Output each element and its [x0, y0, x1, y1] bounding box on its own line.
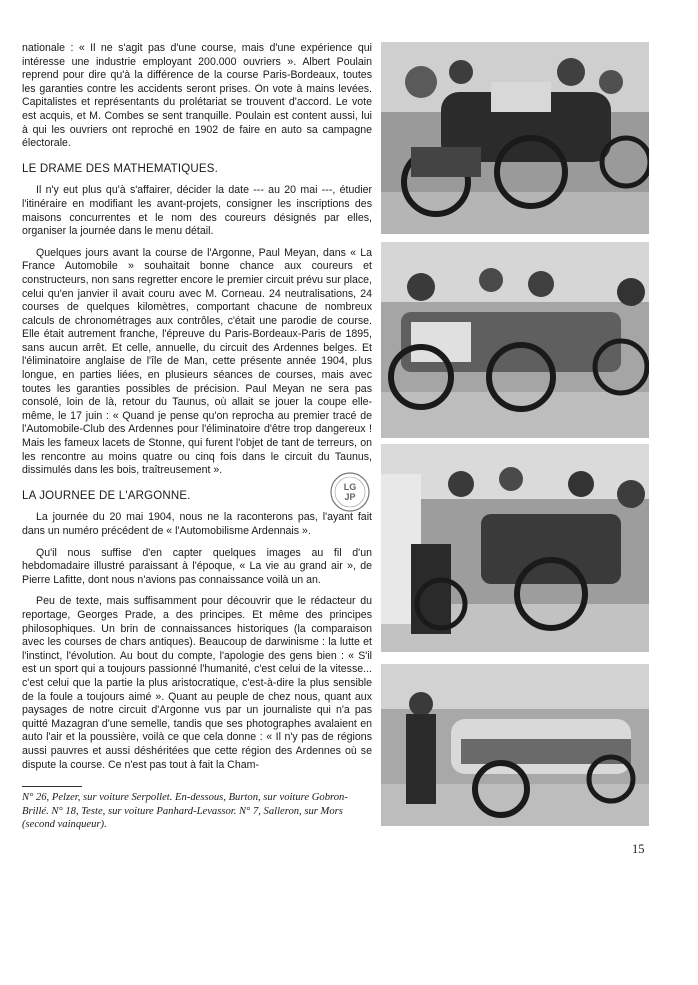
article-text-column [22, 42, 372, 780]
section-heading-drame: LE DRAME DES MATHEMATIQUES. [22, 162, 219, 175]
svg-text:JP: JP [344, 492, 356, 502]
photo-mors [381, 664, 649, 826]
photo-serpollet [381, 42, 649, 234]
photo-panhard-levassor [381, 444, 649, 652]
svg-text:LG: LG [343, 482, 357, 492]
lgjp-stamp-logo [328, 470, 372, 514]
paragraph-prade: Peu de texte, mais suffisamment pour découvrir que le rédacteur du reportage, Georges Prade, a des principes. Et même des principes philosophiques. Un brin de connaissances historiques (la comparaison avec les courses de chars antiques). Beaucoup de darwinisme : la lutte et l'instinct, l'évolution. Au bout du compte, l'apologie des gens bien : « S'il est un sport qui a toujours passionné l'humanité, c'est celui de la vitesse... c'est celui que la partie la plus aristocratique, c'est-à-dire la plus sensible de la foule a toujours aimé ». Quant au peuple de chez nous, quant aux paysages de notre circuit d'Argonne vus par un journaliste qui n'a pas quitté Mazagran d'une semelle, tandis que ses photographes avalaient en auto l'air et la poussière, voilà ce que cela donne : « Il n'y pas de régions aussi pauvres et aussi déshéritées que cette région des Ardennes où se dispute la course. Ce n'est pas tout à fait la Cham- [22, 595, 372, 771]
photo-gobron-brille [381, 242, 649, 438]
photo-caption: N° 26, Pelzer, sur voiture Serpollet. En-dessous, Burton, sur voiture Gobron-Brillé. N° 18, Teste, sur voiture Panhard-Levassor. N° 7, Salleron, sur Mors (second vainqueur). [22, 792, 348, 830]
caption-divider [22, 786, 82, 787]
paragraph-date: Il n'y eut plus qu'à s'affairer, décider la date --- au 20 mai ---, étudier l'itinéraire en modifiant les avant-projets, consigner les inscriptions des maisons concurrentes et le nom des coureurs désignés par elles, organiser la journée dans le menu détail. [22, 184, 372, 238]
paragraph-images: Qu'il nous suffise d'en capter quelques images au fil d'un hebdomadaire illustré paraissant à l'époque, « La vie au grand air », de Pierre Lafitte, dont nous n'avions pas connaissance voilà un an. [22, 546, 372, 586]
page-number: 15 [632, 842, 645, 856]
paragraph-intro: nationale : « Il ne s'agit pas d'une course, mais d'une expérience qui intéresse une industrie employant 200.000 ouvriers ». Albert Poulain reprend pour dire qu'à la différence de la course Paris-Bordeaux, toutes les garanties contre les accidents seront prises. On vote à mains levées. Capitalistes et représentants du prolétariat se trouvent d'accord. Le vote est acquis, et M. Combes se sent tranquille. Poulain est content aussi, lui à qui les ouvriers ont reproché en 1902 de faire en auto sa campagne électorale. [22, 42, 372, 150]
section-heading-journee: LA JOURNEE DE L'ARGONNE. [22, 489, 191, 502]
paragraph-meyan: Quelques jours avant la course de l'Argonne, Paul Meyan, dans « La France Automobile » souhaitait bonne chance aux coureurs et constructeurs, non sans regretter encore le premier circuit prévu sur place, celui qu'en janvier il avait couru avec M. Corneau. 24 neutralisations, 24 courses de quelques kilomètres, comportant chacune de nombreux calculs de chronométrages aux contrôles, c'était une parodie de course. Elle était autrement franche, l'épreuve du Paris-Bordeaux-Paris de 1895, sans aucun arrêt. Et celle, annuelle, du circuit des Ardennes belges. Et l'éliminatoire anglaise de l'île de Man, cette présente année 1904, plus longue, en parties liées, en plusieurs séances de courses, mais avec toutes les garanties possibles de précision. Paul Meyan ne sera pas consolé, loin de là, retour du Taunus, où allait se jouer la coupe elle-même, le 17 juin : « Quand je pense qu'on reprocha au premier tracé de l'Automobile-Club des Ardennes pour l'éliminatoire d'être trop dangereux ! Mais les fameux lacets de Stonne, qui furent l'objet de tant de terreurs, on les rencontre au moins quatre ou cinq fois dans le circuit du Taunus, dissimulés dans les bois, traîtreusement ». [22, 246, 372, 477]
paragraph-journee: La journée du 20 mai 1904, nous ne la raconterons pas, l'ayant fait dans un numéro précédent de « l'Automobilisme Ardennais ». [22, 511, 372, 537]
